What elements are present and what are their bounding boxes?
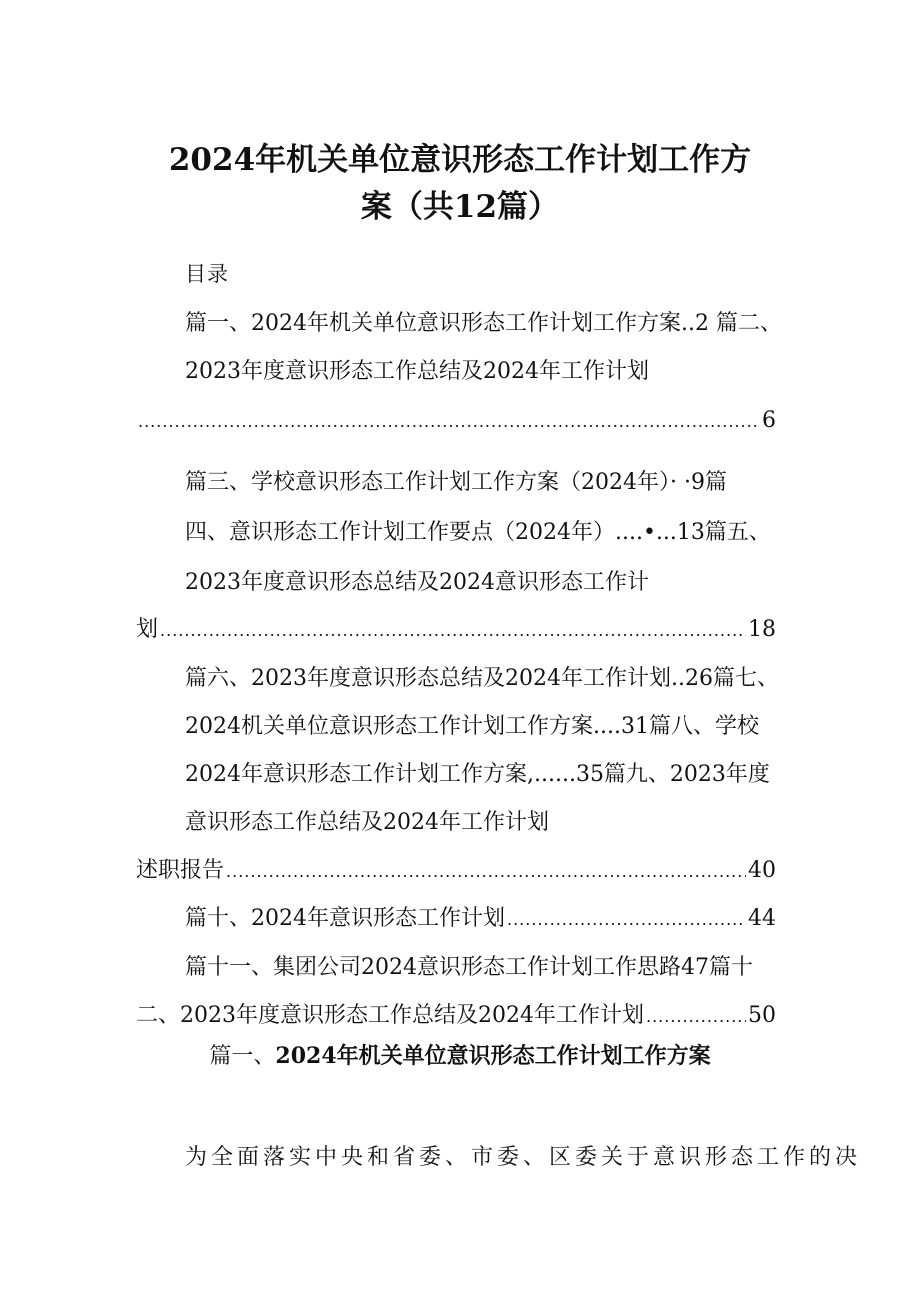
- toc-line[interactable]: 篇一、2024年机关单位意识形态工作计划工作方案..2 篇二、: [185, 311, 782, 336]
- toc-line[interactable]: 2023年度意识形态总结及2024意识形态工作计: [185, 570, 649, 595]
- toc-label: 目录: [185, 262, 229, 286]
- dot-leader: [646, 1002, 746, 1032]
- document-title-line-1: 2024年机关单位意识形态工作计划工作方: [168, 142, 752, 178]
- toc-page-number: 50: [748, 1003, 776, 1028]
- toc-dotted-prefix: 划: [136, 617, 159, 642]
- toc-dotted-line[interactable]: [136, 406, 776, 437]
- dot-leader: [160, 616, 746, 646]
- dot-leader: [226, 857, 746, 887]
- section-heading-prefix: 篇一、: [209, 1044, 276, 1069]
- toc-line[interactable]: 2024机关单位意识形态工作计划工作方案....31篇八、学校: [185, 714, 759, 739]
- dot-leader: [507, 905, 746, 935]
- section-heading-title: 2024年机关单位意识形态工作计划工作方案: [275, 1043, 711, 1069]
- toc-page-number: 44: [748, 906, 776, 931]
- toc-page-number: 18: [748, 617, 776, 642]
- toc-line[interactable]: 篇十一、集团公司2024意识形态工作计划工作思路47篇十: [185, 955, 753, 980]
- toc-dotted-prefix: 述职报告: [136, 858, 225, 883]
- toc-line[interactable]: 篇六、2023年度意识形态总结及2024年工作计划..26篇七、: [185, 666, 779, 691]
- toc-dotted-prefix: 篇十、2024年意识形态工作计划: [185, 906, 505, 931]
- body-paragraph: 为全面落实中央和省委、市委、区委关于意识形态工作的决: [185, 1145, 862, 1170]
- section-heading: [0, 1041, 920, 1072]
- toc-dotted-prefix: 二、2023年度意识形态工作总结及2024年工作计划: [136, 1003, 644, 1028]
- toc-line[interactable]: 四、意识形态工作计划工作要点（2024年）....•...13篇五、: [185, 520, 771, 545]
- document-title-line-2: 案（共12篇）: [360, 189, 560, 225]
- toc-page-number: 40: [748, 858, 776, 883]
- toc-line[interactable]: 意识形态工作总结及2024年工作计划: [185, 810, 549, 835]
- toc-dotted-line[interactable]: [136, 615, 776, 646]
- toc-line[interactable]: 篇三、学校意识形态工作计划工作方案（2024年）· ·9篇: [185, 470, 727, 495]
- toc-page-number: 6: [762, 408, 776, 433]
- dot-leader: [138, 407, 760, 437]
- toc-dotted-line[interactable]: [136, 1001, 776, 1032]
- toc-dotted-line[interactable]: [185, 904, 776, 935]
- toc-dotted-line[interactable]: [136, 856, 776, 887]
- toc-line[interactable]: 2023年度意识形态工作总结及2024年工作计划: [185, 359, 649, 384]
- toc-line[interactable]: 2024年意识形态工作计划工作方案,......35篇九、2023年度: [185, 762, 770, 787]
